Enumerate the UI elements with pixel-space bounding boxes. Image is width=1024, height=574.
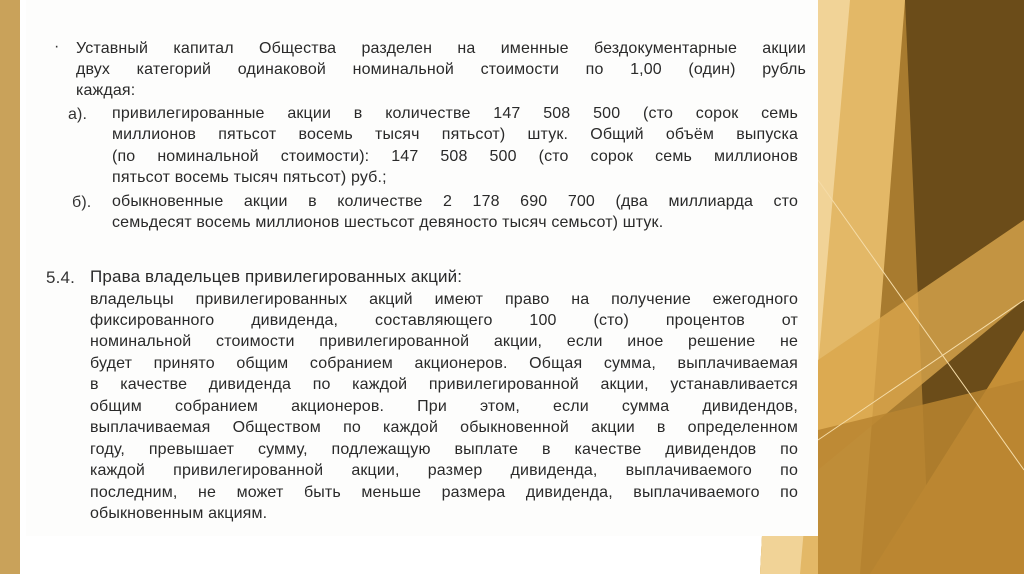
section-line-8: году, превышает сумму, подлежащую выплате в качестве дивидендов по (90, 441, 798, 458)
section-line-1: владельцы привилегированных акций имеют право на получение ежегодного (90, 291, 798, 308)
item-a-marker: а). (68, 106, 88, 123)
intro-bullet: · (54, 38, 60, 55)
section-line-11: обыкновенным акциям. (90, 505, 268, 522)
item-a-line-1: привилегированные акции в количестве 147 508 500 (сто сорок семь (112, 105, 798, 122)
section-line-6: общим собранием акционеров. При этом, если сумма дивидендов, (90, 398, 798, 415)
item-a-line-4: пятьсот восемь тысяч пятьсот) руб.; (112, 169, 387, 186)
section-line-4: будет принято общим собранием акционеров. Общая сумма, выплачиваемая (90, 355, 798, 372)
section-line-2: фиксированного дивиденда, составляющего 100 (сто) процентов от (90, 312, 798, 329)
item-a-line-3: (по номинальной стоимости): 147 508 500 (сто сорок семь миллионов (112, 148, 798, 165)
item-b-line-1: обыкновенные акции в количестве 2 178 690 700 (два миллиарда сто (112, 193, 798, 210)
section-line-9: каждой привилегированной акции, размер дивиденда, выплачиваемого по (90, 462, 798, 479)
item-b-line-2: семьдесят восемь миллионов шестьсот девяносто тысяч семьсот) штук. (112, 214, 664, 231)
section-line-10: последним, не может быть меньше размера дивиденда, выплачиваемого по (90, 484, 798, 501)
section-number: 5.4. (46, 268, 75, 287)
section-line-5: в качестве дивиденда по каждой привилегированной акции, устанавливается (90, 376, 798, 393)
item-b-marker: б). (72, 194, 92, 211)
intro-line-3: каждая: (76, 82, 136, 99)
scanned-document (26, 0, 818, 536)
intro-line-1: Уставный капитал Общества разделен на именные бездокументарные акции (76, 40, 806, 57)
section-line-3: номинальной стоимости привилегированной акции, если иное решение не (90, 333, 798, 350)
intro-line-2: двух категорий одинаковой номинальной стоимости по 1,00 (один) рубль (76, 61, 806, 78)
item-a-line-2: миллионов пятьсот восемь тысяч пятьсот) штук. Общий объём выпуска (112, 126, 798, 143)
section-line-7: выплачиваемая Обществом по каждой обыкновенной акции в определенном (90, 419, 798, 436)
section-title: Права владельцев привилегированных акций: (90, 267, 463, 286)
